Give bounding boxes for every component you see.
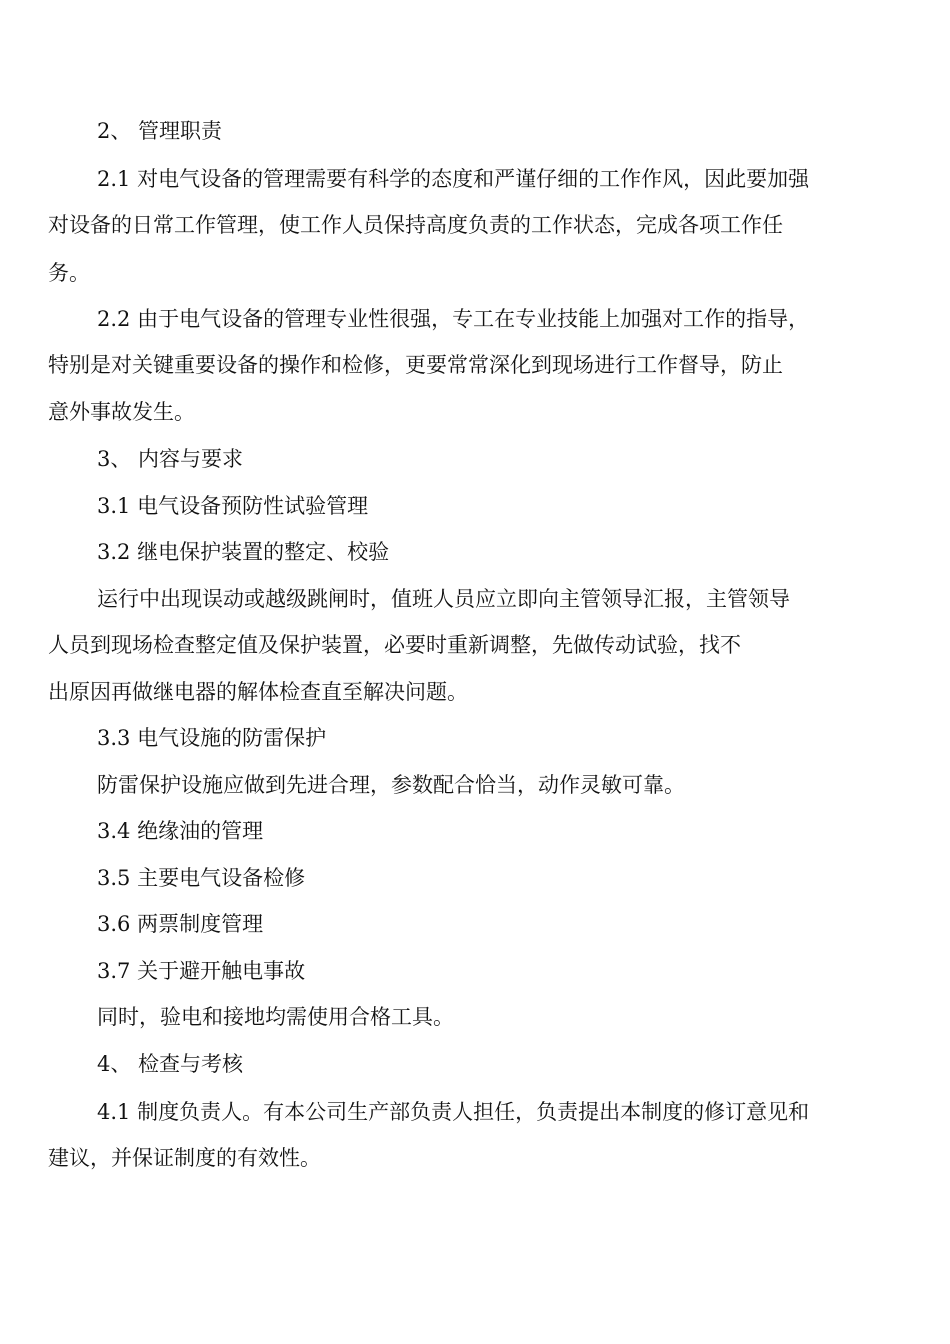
text-line: 3.5 主要电气设备检修	[97, 866, 306, 890]
subsection-3-3	[0, 721, 950, 755]
text-line: 3.6 两票制度管理	[97, 912, 264, 936]
text-line: 人员到现场检查整定值及保护装置，必要时重新调整，先做传动试验，找不	[48, 633, 741, 657]
text-line: 3.1 电气设备预防性试验管理	[97, 494, 369, 518]
paragraph-2-2	[0, 302, 950, 336]
paragraph-3-2	[0, 582, 950, 616]
text-line: 2.2 由于电气设备的管理专业性很强，专工在专业技能上加强对工作的指导，	[97, 307, 810, 331]
paragraph-2-2-end	[0, 395, 950, 429]
paragraph-2-1-cont	[0, 208, 950, 242]
text-line: 3.2 继电保护装置的整定、校验	[97, 540, 390, 564]
text-line: 对设备的日常工作管理，使工作人员保持高度负责的工作状态，完成各项工作任	[48, 213, 783, 237]
text-line: 2.1 对电气设备的管理需要有科学的态度和严谨仔细的工作作风，因此要加强	[97, 167, 810, 191]
section-heading-3	[0, 442, 950, 476]
subsection-3-2	[0, 535, 950, 569]
paragraph-2-2-cont	[0, 348, 950, 382]
subsection-3-7	[0, 954, 950, 988]
paragraph-3-7	[0, 1000, 950, 1034]
section-heading-2	[0, 114, 950, 148]
text-line: 3.7 关于避开触电事故	[97, 959, 306, 983]
subsection-3-6	[0, 907, 950, 941]
subsection-3-1	[0, 489, 950, 523]
paragraph-2-1-end	[0, 256, 950, 290]
text-line: 特别是对关键重要设备的操作和检修，更要常常深化到现场进行工作督导，防止	[48, 353, 783, 377]
paragraph-3-3	[0, 768, 950, 802]
text-line: 建议，并保证制度的有效性。	[48, 1146, 321, 1170]
paragraph-2-1	[0, 162, 950, 196]
subsection-3-5	[0, 861, 950, 895]
text-line: 防雷保护设施应做到先进合理，参数配合恰当，动作灵敏可靠。	[97, 773, 685, 797]
text-line: 同时，验电和接地均需使用合格工具。	[97, 1005, 454, 1029]
text-line: 4、 检查与考核	[97, 1052, 244, 1076]
paragraph-4-1-end	[0, 1141, 950, 1175]
text-line: 3.4 绝缘油的管理	[97, 819, 264, 843]
text-line: 3、 内容与要求	[97, 447, 244, 471]
text-line: 务。	[48, 261, 90, 285]
text-line: 运行中出现误动或越级跳闸时，值班人员应立即向主管领导汇报，主管领导	[97, 587, 790, 611]
subsection-3-4	[0, 814, 950, 848]
text-line: 意外事故发生。	[48, 400, 195, 424]
paragraph-3-2-end	[0, 675, 950, 709]
text-line: 3.3 电气设施的防雷保护	[97, 726, 327, 750]
text-line: 4.1 制度负责人。有本公司生产部负责人担任，负责提出本制度的修订意见和	[97, 1100, 810, 1124]
paragraph-4-1	[0, 1095, 950, 1129]
section-heading-4	[0, 1047, 950, 1081]
text-line: 出原因再做继电器的解体检查直至解决问题。	[48, 680, 468, 704]
text-line: 2、 管理职责	[97, 119, 223, 143]
paragraph-3-2-cont	[0, 628, 950, 662]
